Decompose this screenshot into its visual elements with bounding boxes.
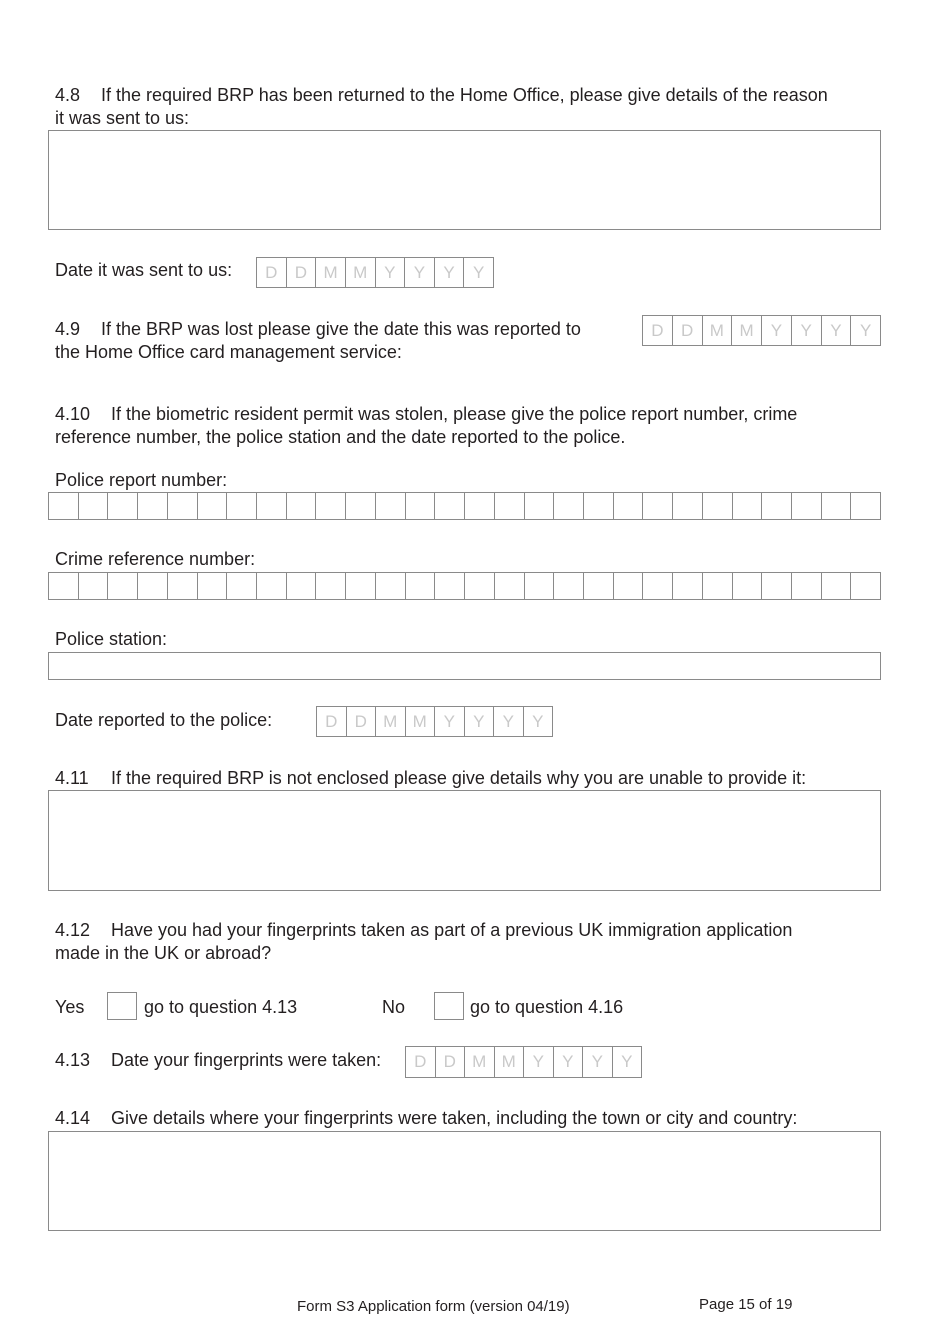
date-digit-cell[interactable]: Y — [621, 1052, 633, 1071]
question-4-14-text: 4.14 Give details where your fingerprints were taken, including the town or city and country: — [55, 1108, 798, 1128]
character-cell[interactable] — [316, 573, 346, 599]
brp-not-enclosed-reason-textarea[interactable] — [48, 790, 881, 891]
date-digit-cell[interactable]: Y — [554, 1047, 584, 1077]
character-cell[interactable] — [673, 493, 703, 519]
question-4-10-text: 4.10 If the biometric resident permit was stolen, please give the police report number, crime reference number, the police station and the date reported to the police. — [55, 404, 798, 447]
date-digit-cell[interactable]: M — [732, 316, 762, 345]
police-station-input[interactable] — [48, 652, 881, 680]
character-cell[interactable] — [465, 493, 495, 519]
question-number: 4.11 — [55, 768, 89, 788]
character-cell[interactable] — [822, 573, 852, 599]
crime-reference-number-input[interactable] — [48, 572, 881, 600]
question-4-12-text: 4.12 Have you had your fingerprints taken as part of a previous UK immigration application made in the UK or abroad? — [55, 920, 793, 963]
question-4-9-text: 4.9 If the BRP was lost please give the date this was reported to the Home Office card management service: — [55, 319, 581, 362]
date-digit-cell[interactable]: M — [465, 1047, 495, 1077]
character-cell[interactable] — [49, 493, 79, 519]
date-digit-cell[interactable]: Y — [435, 258, 465, 287]
character-cell[interactable] — [554, 493, 584, 519]
character-cell[interactable] — [49, 573, 79, 599]
date-digit-cell[interactable]: Y — [524, 1047, 554, 1077]
character-cell[interactable] — [108, 493, 138, 519]
yes-label: Yes — [55, 997, 85, 1017]
date-digit-cell[interactable]: D — [436, 1047, 466, 1077]
character-cell[interactable] — [643, 573, 673, 599]
form-name-footer: Form S3 Application form (version 04/19) — [297, 1298, 570, 1315]
police-report-number-input[interactable] — [48, 492, 881, 520]
character-cell[interactable] — [376, 573, 406, 599]
date-digit-cell[interactable]: Y — [583, 1047, 613, 1077]
character-cell[interactable] — [762, 493, 792, 519]
character-cell[interactable] — [673, 573, 703, 599]
character-cell[interactable] — [465, 573, 495, 599]
character-cell[interactable] — [495, 493, 525, 519]
date-digit-cell[interactable]: Y — [473, 262, 485, 282]
character-cell[interactable] — [733, 493, 763, 519]
date-digit-cell[interactable]: D — [287, 258, 317, 287]
question-4-13-text: 4.13 Date your fingerprints were taken: — [55, 1050, 382, 1070]
date-digit-cell[interactable]: M — [346, 258, 376, 287]
character-cell[interactable] — [435, 493, 465, 519]
date-reported-input[interactable] — [316, 706, 553, 737]
character-cell[interactable] — [435, 573, 465, 599]
date-digit-cell[interactable]: D — [317, 707, 347, 736]
date-digit-cell[interactable]: Y — [859, 320, 872, 340]
crime-reference-number-label: Crime reference number: — [55, 549, 256, 569]
date-digit-cell[interactable]: D — [257, 258, 287, 287]
date-digit-cell[interactable]: D — [406, 1047, 436, 1077]
character-cell[interactable] — [198, 573, 228, 599]
character-cell[interactable] — [406, 493, 436, 519]
brp-return-reason-textarea[interactable] — [48, 130, 881, 230]
character-cell[interactable] — [703, 573, 733, 599]
character-cell[interactable] — [614, 493, 644, 519]
character-cell[interactable] — [79, 493, 109, 519]
character-cell[interactable] — [525, 573, 555, 599]
character-cell[interactable] — [584, 493, 614, 519]
date-sent-label: Date it was sent to us: — [55, 260, 233, 280]
question-number: 4.10 — [55, 404, 91, 424]
question-4-11-text: 4.11 If the required BRP is not enclosed please give details why you are unable to provide it: — [55, 768, 807, 788]
character-cell[interactable] — [138, 573, 168, 599]
date-digit-cell[interactable]: Y — [532, 711, 544, 731]
question-4-8-text: 4.8 If the required BRP has been returned to the Home Office, please give details of the reason it was sent to us: — [55, 85, 828, 128]
no-label: No — [382, 997, 406, 1017]
fingerprints-location-textarea[interactable] — [48, 1131, 881, 1231]
character-cell[interactable] — [227, 573, 257, 599]
date-digit-cell[interactable]: Y — [792, 316, 822, 345]
character-cell[interactable] — [168, 573, 198, 599]
character-cell[interactable] — [108, 573, 138, 599]
character-cell[interactable] — [525, 493, 555, 519]
date-digit-cell[interactable]: D — [643, 316, 673, 345]
character-cell[interactable] — [227, 493, 257, 519]
date-digit-cell[interactable]: Y — [762, 316, 792, 345]
question-number: 4.12 — [55, 920, 91, 940]
date-digit-cell[interactable]: M — [406, 707, 436, 736]
question-number: 4.13 — [55, 1050, 91, 1070]
question-number: 4.14 — [55, 1108, 91, 1128]
character-cell[interactable] — [495, 573, 525, 599]
police-station-label: Police station: — [55, 629, 168, 649]
date-digit-cell[interactable]: M — [316, 258, 346, 287]
character-cell[interactable] — [822, 493, 852, 519]
fingerprints-date-input[interactable] — [405, 1046, 642, 1078]
date-digit-cell[interactable]: Y — [435, 707, 465, 736]
no-goto-text: go to question 4.16 — [470, 997, 624, 1017]
character-cell[interactable] — [406, 573, 436, 599]
character-cell[interactable] — [257, 573, 287, 599]
character-cell[interactable] — [851, 493, 880, 519]
character-cell[interactable] — [643, 493, 673, 519]
date-sent-input[interactable] — [256, 257, 494, 288]
date-digit-cell[interactable]: Y — [822, 316, 852, 345]
date-digit-cell[interactable]: Y — [494, 707, 524, 736]
character-cell[interactable] — [316, 493, 346, 519]
question-number: 4.8 — [55, 85, 81, 105]
character-cell[interactable] — [198, 493, 228, 519]
character-cell[interactable] — [851, 573, 880, 599]
character-cell[interactable] — [703, 493, 733, 519]
date-lost-reported-input[interactable] — [642, 315, 881, 346]
character-cell[interactable] — [168, 493, 198, 519]
date-digit-cell[interactable]: M — [376, 707, 406, 736]
character-cell[interactable] — [79, 573, 109, 599]
character-cell[interactable] — [287, 493, 317, 519]
date-digit-cell[interactable]: D — [673, 316, 703, 345]
character-cell[interactable] — [614, 573, 644, 599]
character-cell[interactable] — [257, 493, 287, 519]
date-digit-cell[interactable]: D — [347, 707, 377, 736]
character-cell[interactable] — [762, 573, 792, 599]
date-digit-cell[interactable]: Y — [376, 258, 406, 287]
character-cell[interactable] — [346, 493, 376, 519]
character-cell[interactable] — [733, 573, 763, 599]
no-checkbox[interactable] — [434, 992, 464, 1020]
date-digit-cell[interactable]: Y — [405, 258, 435, 287]
question-number: 4.9 — [55, 319, 81, 339]
character-cell[interactable] — [792, 493, 822, 519]
character-cell[interactable] — [792, 573, 822, 599]
date-digit-cell[interactable]: M — [703, 316, 733, 345]
page-number: Page 15 of 19 — [699, 1296, 793, 1313]
character-cell[interactable] — [287, 573, 317, 599]
character-cell[interactable] — [138, 493, 168, 519]
character-cell[interactable] — [376, 493, 406, 519]
date-reported-label: Date reported to the police: — [55, 710, 273, 730]
date-digit-cell[interactable]: Y — [465, 707, 495, 736]
character-cell[interactable] — [584, 573, 614, 599]
character-cell[interactable] — [346, 573, 376, 599]
yes-goto-text: go to question 4.13 — [144, 997, 298, 1017]
date-digit-cell[interactable]: M — [495, 1047, 525, 1077]
yes-checkbox[interactable] — [107, 992, 137, 1020]
character-cell[interactable] — [554, 573, 584, 599]
police-report-number-label: Police report number: — [55, 470, 228, 490]
